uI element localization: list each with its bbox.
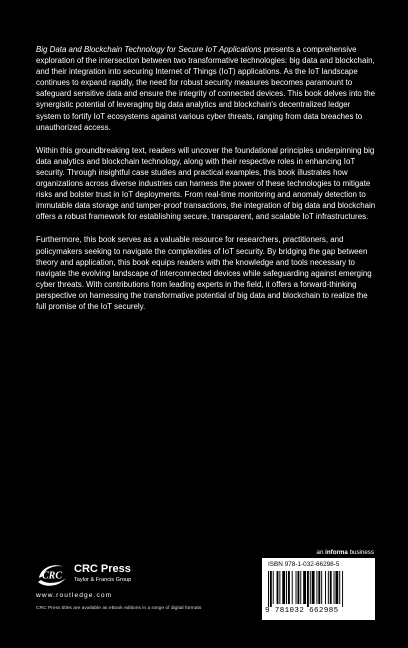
publisher-name: CRC Press	[74, 563, 131, 575]
barcode-icon	[268, 571, 368, 607]
informa-brand: informa	[325, 549, 348, 556]
publisher-url[interactable]: www.routledge.com	[36, 592, 113, 599]
barcode-bar	[277, 571, 279, 604]
barcode-bar	[307, 571, 309, 607]
barcode-bar	[296, 571, 297, 604]
barcode-bar	[270, 571, 272, 607]
ebook-availability-note: CRC Press titles are available as eBook editions in a range of digital formats	[36, 606, 202, 611]
barcode-bar	[310, 571, 311, 604]
barcode-bar	[279, 571, 280, 604]
barcode-bar	[268, 571, 269, 607]
barcode-bar	[334, 571, 335, 604]
barcode-bar	[288, 571, 290, 604]
barcode-bar	[321, 571, 322, 604]
crc-logo-text: CRC	[41, 570, 63, 582]
blurb-paragraph-3: Furthermore, this book serves as a valuable resource for researchers, practitioners, and policymakers seeking to navigate the complexities of IoT security. By bridging the gap between theory and application, this book equips readers with the knowledge and tools necessary to navigate the evolving landscape of interconnected devices while safeguarding against emerging cyber threats. With contributions from leading experts in the field, it offers a forward-thinking perspective on harnessing the transformative potential of big data and blockchain to realize the full promise of the IoT securely.	[36, 235, 372, 311]
blurb-paragraph-2: Within this groundbreaking text, readers will uncover the foundational principles underpinning big data analytics and blockchain technology, along with their respective roles in enhancing IoT security. Through insightful case studies and practical examples, this book illustrates how organizations across diverse industries can harness the power of these technologies to mitigate risks and bolster trust in IoT deployments. From real-time monitoring and anomaly detection to immutable data storage and tamper-proof transactions, the integration of big data and blockchain offers a robust framework for establishing secure, transparent, and scalable IoT infrastructures.	[36, 145, 376, 222]
barcode-bar	[282, 571, 285, 604]
isbn-barcode-box	[262, 558, 375, 620]
informa-business-tag: an informa business	[316, 549, 374, 556]
barcode-bar	[303, 571, 306, 604]
barcode-bar	[312, 571, 315, 604]
blurb-paragraph-1	[36, 44, 376, 133]
isbn-number: ISBN 978-1-032-66298-5	[268, 561, 340, 568]
barcode-digits: 9 781032 662985	[265, 607, 339, 615]
book-title-italic: Big Data and Blockchain Technology for Secure IoT Applications	[36, 45, 262, 54]
back-cover-blurb	[36, 44, 376, 324]
barcode-bar	[325, 571, 326, 604]
barcode-bar	[342, 571, 343, 607]
crc-press-logo	[35, 560, 69, 590]
barcode-bar	[273, 571, 274, 604]
barcode-bar	[316, 571, 317, 604]
barcode-bar	[300, 571, 301, 604]
blurb-paragraph-1-text: presents a comprehensive exploration of the intersection between two transformative technologies: big data and blockchain, and their integration into securing Internet of Things (IoT) applications. As the IoT landscape continues to expand rapidly, the need for robust security measures becomes paramount to safeguard sensitive data and ensure the integrity of connected devices. This book delves into the synergistic potential of leveraging big data analytics and blockchain's decentralized ledger system to fortify IoT ecosystems against various cyber threats, ranging from data breaches to unauthorized access.	[36, 45, 376, 132]
barcode-bar	[286, 571, 287, 604]
publisher-group: Taylor & Francis Group	[74, 577, 132, 583]
barcode-bar	[297, 571, 299, 604]
barcode-bar	[328, 571, 329, 604]
barcode-bar	[292, 571, 293, 604]
barcode-bar	[318, 571, 320, 604]
barcode-bar	[339, 571, 340, 604]
barcode-bar	[330, 571, 332, 604]
barcode-bar	[335, 571, 338, 604]
